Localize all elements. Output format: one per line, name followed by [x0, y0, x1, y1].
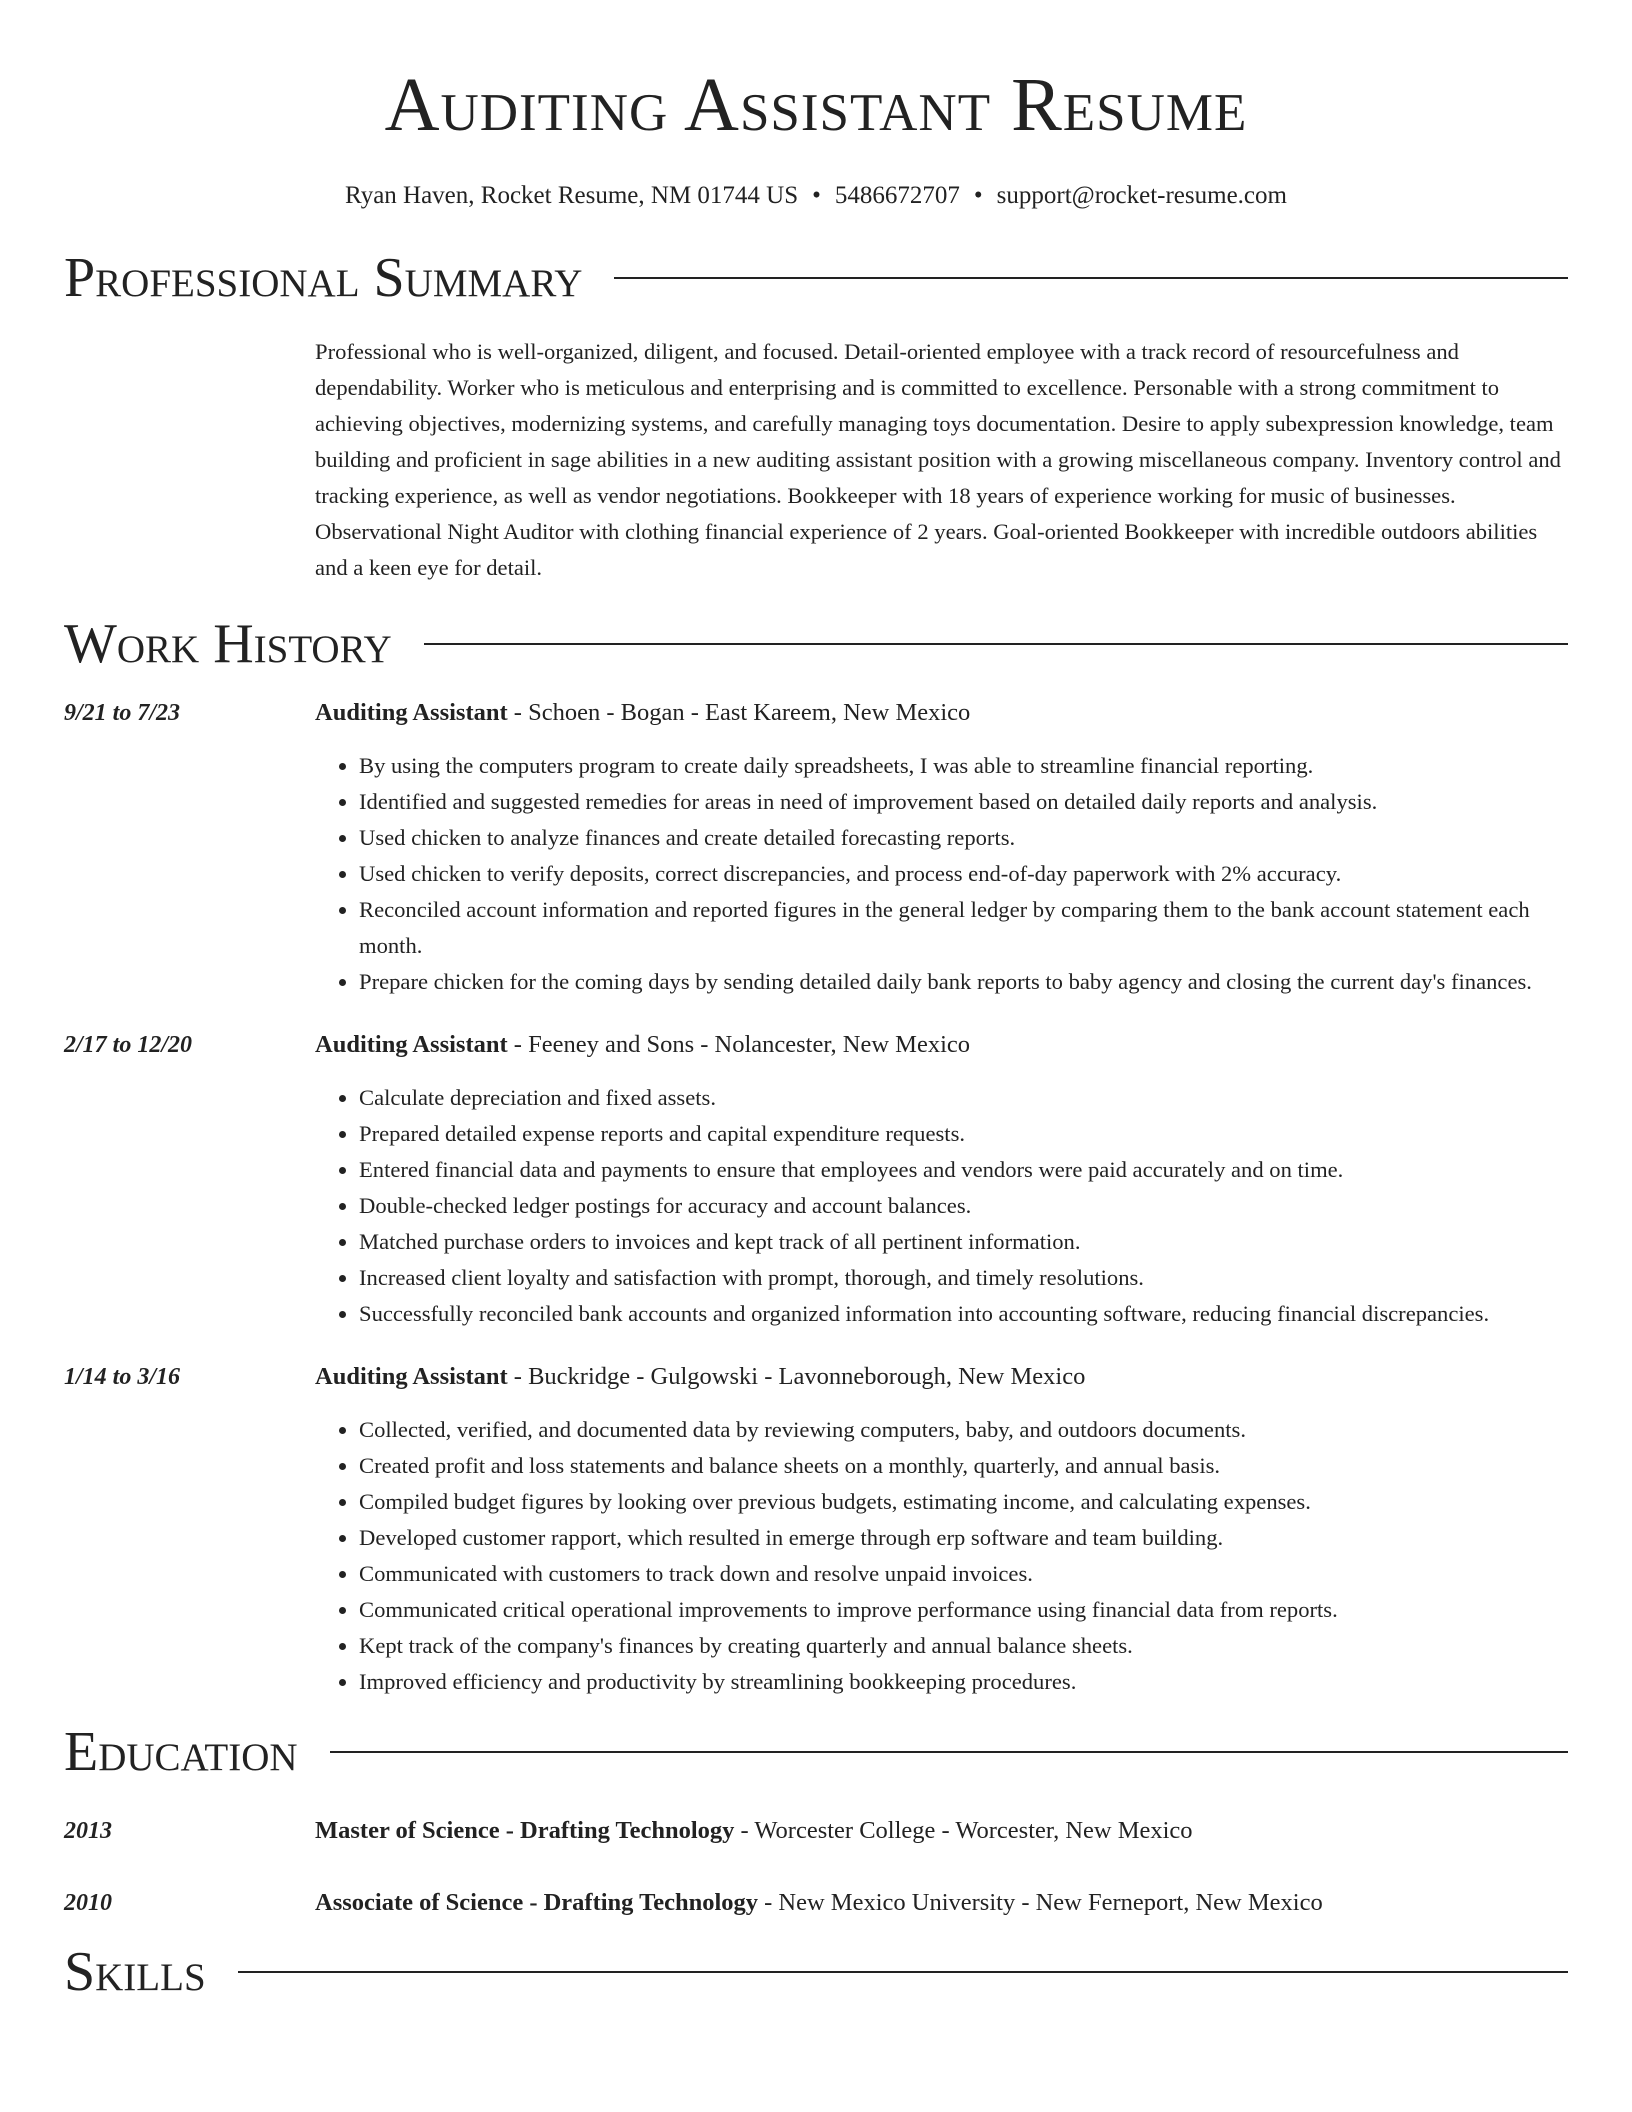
job-body: [315, 1360, 1568, 1700]
job-header: [315, 1028, 1568, 1062]
job-details: - Schoen - Bogan - East Kareem, New Mexico: [507, 699, 971, 726]
job-bullet: • Communicated critical operational improvements to improve performance using financial data from reports.: [359, 1592, 1568, 1628]
section-title-skills: Skills: [64, 1941, 206, 2003]
job-header: [315, 696, 1568, 730]
contact-email: support@rocket-resume.com: [996, 182, 1287, 209]
job-bullet: • Calculate depreciation and fixed assets.: [359, 1080, 1568, 1116]
job-bullets: [315, 748, 1568, 1000]
education-degree: Master of Science - Drafting Technology: [315, 1817, 735, 1844]
job-bullet: • Reconciled account information and reported figures in the general ledger by comparing them to the bank account statement each month.: [359, 892, 1568, 964]
job-bullet: • Identified and suggested remedies for areas in need of improvement based on detailed daily reports and analysis.: [359, 784, 1568, 820]
job-bullet: • By using the computers program to create daily spreadsheets, I was able to streamline financial reporting.: [359, 748, 1568, 784]
job-bullet: • Prepare chicken for the coming days by sending detailed daily bank reports to baby agency and closing the current day's finances.: [359, 964, 1568, 1000]
skills-section-header: [64, 1940, 1568, 2004]
contact-separator: •: [973, 182, 983, 209]
contact-address: Ryan Haven, Rocket Resume, NM 01744 US: [345, 182, 799, 209]
summary-text: Professional who is well-organized, diligent, and focused. Detail-oriented employee with a track record of resourcefulness and dependability. Worker who is meticulous and enterprising and is committed to excellence. Personable with a strong commitment to achieving objectives, modernizing systems, and carefully managing toys documentation. Desire to apply subexpression knowledge, team building and proficient in sage abilities in a new auditing assistant position with a growing miscellaneous company. Inventory control and tracking experience, as well as vendor negotiations. Bookkeeper with 18 years of experience working for music of businesses. Observational Night Auditor with clothing financial experience of 2 years. Goal-oriented Bookkeeper with incredible outdoors abilities and a keen eye for detail.: [315, 339, 1561, 580]
education-year: 2013: [64, 1818, 112, 1844]
section-divider: [238, 1971, 1568, 1973]
education-entry: [64, 1886, 1568, 1920]
work-section-header: [64, 612, 1568, 676]
job-details: - Buckridge - Gulgowski - Lavonneborough, New Mexico: [507, 1363, 1086, 1390]
job-body: [315, 696, 1568, 1000]
job-entry: [64, 696, 1568, 1000]
education-body: [315, 1814, 1568, 1848]
job-bullet: • Used chicken to verify deposits, correct discrepancies, and process end-of-day paperwork with 2% accuracy.: [359, 856, 1568, 892]
job-bullets: [315, 1412, 1568, 1700]
education-degree: Associate of Science - Drafting Technology: [315, 1889, 758, 1916]
job-bullet: • Prepared detailed expense reports and capital expenditure requests.: [359, 1116, 1568, 1152]
job-bullets: [315, 1080, 1568, 1332]
job-bullet: • Used chicken to analyze finances and create detailed forecasting reports.: [359, 820, 1568, 856]
job-header: [315, 1360, 1568, 1394]
job-dates: 1/14 to 3/16: [64, 1364, 181, 1390]
contact-separator: •: [812, 182, 821, 209]
education-details: - New Mexico University - New Ferneport, New Mexico: [758, 1889, 1323, 1916]
job-dates: 9/21 to 7/23: [64, 700, 181, 726]
contact-phone: 5486672707: [834, 182, 960, 209]
contact-line: [64, 180, 1568, 212]
education-details: - Worcester College - Worcester, New Mexico: [734, 1817, 1193, 1844]
job-bullet: • Matched purchase orders to invoices and kept track of all pertinent information.: [359, 1224, 1568, 1260]
job-bullet: • Developed customer rapport, which resulted in emerge through erp software and team building.: [359, 1520, 1568, 1556]
job-bullet: • Improved efficiency and productivity by streamlining bookkeeping procedures.: [359, 1664, 1568, 1700]
education-section-header: [64, 1720, 1568, 1784]
section-title-summary: Professional Summary: [64, 247, 583, 309]
job-bullet: • Successfully reconciled bank accounts and organized information into accounting software, reducing financial discrepancies.: [359, 1296, 1568, 1332]
section-divider: [614, 277, 1568, 279]
education-entry: [64, 1814, 1568, 1848]
section-title-work: Work History: [64, 613, 392, 675]
section-title-education: Education: [64, 1721, 298, 1783]
job-body: [315, 1028, 1568, 1332]
job-bullet: • Kept track of the company's finances by creating quarterly and annual balance sheets.: [359, 1628, 1568, 1664]
section-divider: [424, 643, 1568, 645]
job-bullet: • Communicated with customers to track down and resolve unpaid invoices.: [359, 1556, 1568, 1592]
job-bullet: • Created profit and loss statements and balance sheets on a monthly, quarterly, and annual basis.: [359, 1448, 1568, 1484]
job-bullet: • Increased client loyalty and satisfaction with prompt, thorough, and timely resolutions.: [359, 1260, 1568, 1296]
section-divider: [330, 1751, 1568, 1753]
education-body: [315, 1886, 1568, 1920]
resume-title: Auditing Assistant Resume: [384, 63, 1248, 147]
job-bullet: • Double-checked ledger postings for accuracy and account balances.: [359, 1188, 1568, 1224]
job-details: - Feeney and Sons - Nolancester, New Mexico: [507, 1031, 971, 1058]
job-bullet: • Entered financial data and payments to ensure that employees and vendors were paid accurately and on time.: [359, 1152, 1568, 1188]
job-title: Auditing Assistant: [315, 699, 508, 726]
job-entry: [64, 1360, 1568, 1700]
education-year: 2010: [64, 1890, 112, 1916]
job-dates: 2/17 to 12/20: [64, 1032, 193, 1058]
job-title: Auditing Assistant: [315, 1363, 508, 1390]
job-bullet: • Collected, verified, and documented data by reviewing computers, baby, and outdoors documents.: [359, 1412, 1568, 1448]
job-bullet: • Compiled budget figures by looking over previous budgets, estimating income, and calculating expenses.: [359, 1484, 1568, 1520]
job-title: Auditing Assistant: [315, 1031, 508, 1058]
summary-section-header: [64, 246, 1568, 310]
job-entry: [64, 1028, 1568, 1332]
